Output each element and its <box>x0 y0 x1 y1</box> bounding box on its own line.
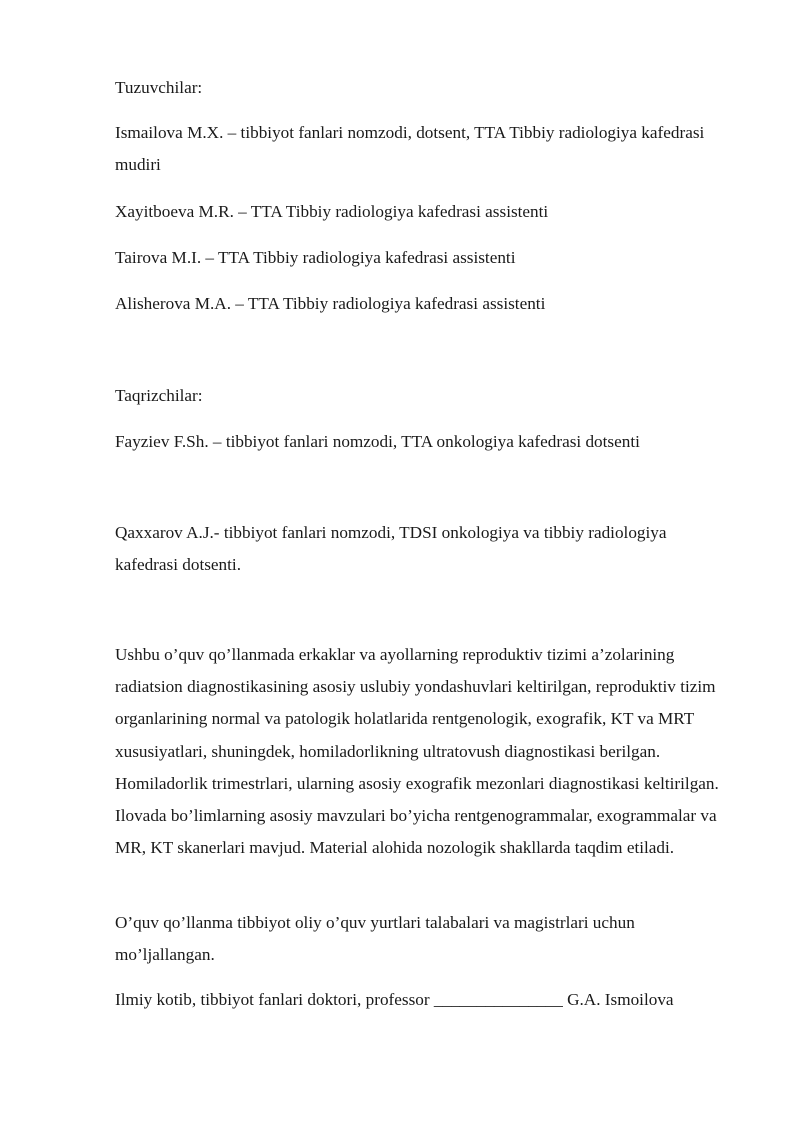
compilers-heading: Tuzuvchilar: <box>115 78 203 97</box>
reviewers-heading: Taqrizchilar: <box>115 386 203 405</box>
compiler-entry: Alisherova M.A. – TTA Tibbiy radiologiya kafedrasi assistenti <box>115 294 546 313</box>
compiler-entry: Ismailova M.X. – tibbiyot fanlari nomzodi, dotsent, TTA Tibbiy radiologiya kafedrasi mudiri <box>115 123 705 175</box>
abstract-paragraph: Ushbu o’quv qo’llanmada erkaklar va ayollarning reproduktiv tizimi a’zolarining radiatsion diagnostikasining asosiy uslubiy yondashuvlari keltirilgan, reproduktiv tizim organlarining normal va patologik holatlarida rentgenologik, exografik, KT va MRT xususiyatlari, shuningdek, homiladorlikning ultratovush diagnostikasi berilgan. Homiladorlik trimestrlari, ularning asosiy exografik mezonlari diagnostikasi keltirilgan. Ilovada bo’limlarning asosiy mavzulari bo’yicha rentgenogrammalar, exogrammalar va MR, KT skanerlari mavjud. Material alohida nozologik shakllarda taqdim etiladi. <box>115 645 719 858</box>
reviewer-entry: Fayziev F.Sh. – tibbiyot fanlari nomzodi, TTA onkologiya kafedrasi dotsenti <box>115 432 640 451</box>
signature-line: Ilmiy kotib, tibbiyot fanlari doktori, professor _______________ G.A. Ismoilova <box>115 990 674 1009</box>
compiler-entry: Tairova M.I. – TTA Tibbiy radiologiya kafedrasi assistenti <box>115 248 516 267</box>
audience-paragraph: O’quv qo’llanma tibbiyot oliy o’quv yurtlari talabalari va magistrlari uchun mo’ljallangan. <box>115 913 635 965</box>
compiler-entry: Xayitboeva M.R. – TTA Tibbiy radiologiya kafedrasi assistenti <box>115 202 549 221</box>
reviewer-entry: Qaxxarov A.J.- tibbiyot fanlari nomzodi, TDSI onkologiya va tibbiy radiologiya kafedrasi dotsenti. <box>115 523 667 575</box>
